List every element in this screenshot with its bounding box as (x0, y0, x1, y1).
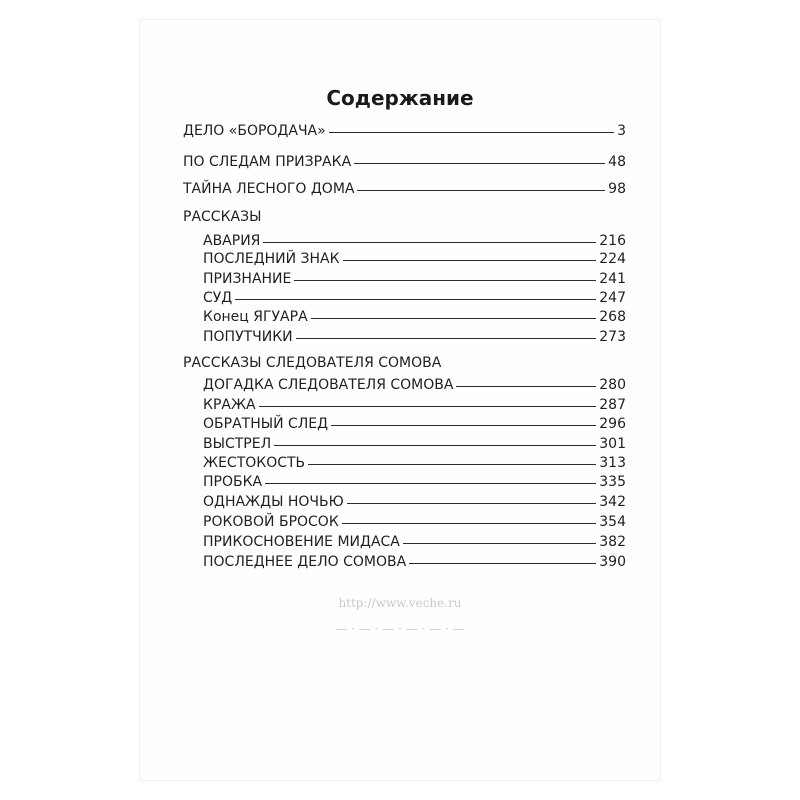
leader-line (274, 445, 596, 446)
leader-line (311, 318, 597, 319)
toc-entry (203, 534, 626, 554)
toc-entry (183, 123, 626, 143)
toc-entry-title: ТАЙНА ЛЕСНОГО ДОМА (183, 181, 355, 197)
show-through-text: — · — · — · — · — · — (335, 622, 465, 636)
leader-line (409, 563, 596, 564)
toc-entry-page: 342 (599, 494, 626, 510)
toc-entry-title: ПО СЛЕДАМ ПРИЗРАКА (183, 154, 352, 170)
leader-line (296, 338, 597, 339)
toc-entry-title: ПОПУТЧИКИ (203, 329, 293, 345)
leader-line (456, 386, 596, 387)
toc-entry-title: ЖЕСТОКОСТЬ (203, 455, 306, 471)
toc-entry (183, 154, 626, 174)
toc-entry-title: ПРИКОСНОВЕНИЕ МИДАСА (203, 534, 400, 550)
toc-entry-title: ОДНАЖДЫ НОЧЬЮ (203, 494, 344, 510)
toc-entry-page: 273 (599, 329, 626, 345)
toc-entry (203, 251, 626, 271)
toc-entry-title: Конец ЯГУАРА (203, 309, 308, 325)
toc-entry-page: 382 (599, 534, 626, 550)
toc-entry (203, 474, 626, 494)
toc-entry-page: 247 (599, 290, 626, 306)
leader-line (259, 406, 597, 407)
toc-entry-page: 313 (599, 455, 626, 471)
toc-entry-page: 48 (608, 154, 626, 170)
toc-entry-page: 296 (599, 416, 626, 432)
show-through-text: http://www.veche.ru (338, 596, 462, 610)
toc-entry-page: 268 (599, 309, 626, 325)
toc-entry (203, 309, 626, 329)
section-heading: РАССКАЗЫ СЛЕДОВАТЕЛЯ СОМОВА (183, 355, 442, 371)
toc-entry (203, 436, 626, 456)
leader-line (357, 190, 605, 191)
toc-entry (203, 416, 626, 436)
toc-entry-page: 390 (599, 554, 626, 570)
toc-entry (183, 181, 626, 201)
leader-line (235, 299, 596, 300)
leader-line (342, 523, 596, 524)
leader-line (263, 242, 596, 243)
toc-entry-page: 3 (617, 123, 626, 139)
toc-entry (203, 514, 626, 534)
leader-line (354, 163, 605, 164)
toc-entry-title: РОКОВОЙ БРОСОК (203, 514, 339, 530)
toc-entry (203, 554, 626, 574)
toc-entry (203, 233, 626, 253)
toc-entry-page: 287 (599, 397, 626, 413)
toc-entry-title: КРАЖА (203, 397, 256, 413)
toc-entry (203, 329, 626, 349)
leader-line (294, 280, 596, 281)
section-heading: РАССКАЗЫ (183, 209, 262, 225)
toc-entry (203, 271, 626, 291)
toc-entry-title: ДОГАДКА СЛЕДОВАТЕЛЯ СОМОВА (203, 377, 454, 393)
leader-line (308, 464, 596, 465)
toc-entry-page: 280 (599, 377, 626, 393)
toc-entry-page: 335 (599, 474, 626, 490)
page-title: Содержание (326, 86, 474, 110)
toc-entry-page: 216 (599, 233, 626, 249)
toc-entry-page: 301 (599, 436, 626, 452)
toc-entry (203, 377, 626, 397)
leader-line (265, 483, 596, 484)
toc-entry-page: 98 (608, 181, 626, 197)
leader-line (347, 503, 597, 504)
toc-entry-title: СУД (203, 290, 233, 306)
toc-entry-title: АВАРИЯ (203, 233, 261, 249)
toc-entry-title: ОБРАТНЫЙ СЛЕД (203, 416, 329, 432)
toc-entry (203, 397, 626, 417)
toc-entry-page: 241 (599, 271, 626, 287)
toc-entry-page: 224 (599, 251, 626, 267)
leader-line (331, 425, 596, 426)
toc-entry (203, 494, 626, 514)
toc-entry (203, 290, 626, 310)
toc-entry (203, 455, 626, 475)
toc-entry-title: ВЫСТРЕЛ (203, 436, 272, 452)
toc-entry-title: ДЕЛО «БОРОДАЧА» (183, 123, 326, 139)
toc-entry-title: ПОСЛЕДНИЙ ЗНАК (203, 251, 340, 267)
toc-entry-title: ПОСЛЕДНЕЕ ДЕЛО СОМОВА (203, 554, 407, 570)
leader-line (329, 132, 614, 133)
toc-entry-title: ПРИЗНАНИЕ (203, 271, 292, 287)
leader-line (343, 260, 597, 261)
leader-line (403, 543, 596, 544)
toc-entry-page: 354 (599, 514, 626, 530)
toc-entry-title: ПРОБКА (203, 474, 263, 490)
